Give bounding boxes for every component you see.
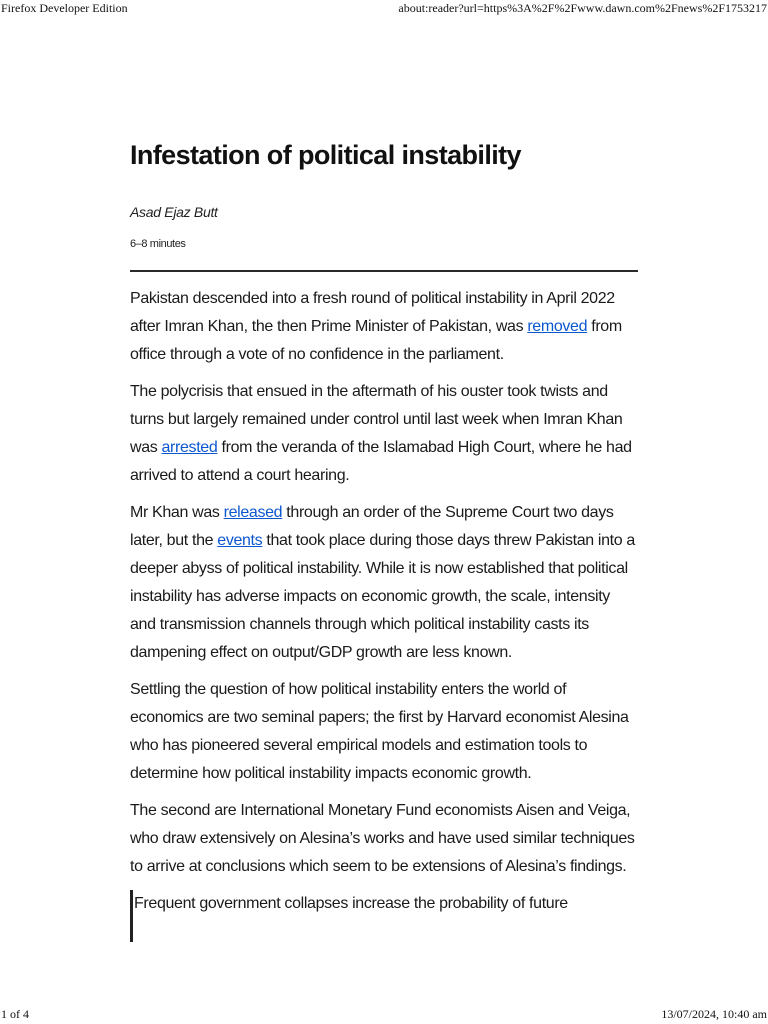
removed-link[interactable]: removed — [527, 318, 588, 335]
page-url: about:reader?url=https%3A%2F%2Fwww.dawn.com%2Fnews%2F1753217 — [398, 1, 767, 15]
article-author: Asad Ejaz Butt — [130, 204, 218, 220]
paragraph-5: The second are International Monetary Fund economists Aisen and Veiga, who draw extensively on Alesina’s works and have used similar techniques to arrive at conclusions which seem to be extensions of Alesina’s findings. — [130, 802, 635, 875]
arrested-link[interactable]: arrested — [161, 439, 218, 456]
paragraph-1-text-a: Pakistan descended into a fresh round of political instability in April 2022 after Imran Khan, the then Prime Minister of Pakistan, was — [130, 290, 615, 335]
paragraph-3-text-a: Mr Khan was — [130, 504, 224, 521]
print-header — [0, 0, 768, 16]
page-number: 1 of 4 — [1, 1007, 29, 1021]
article-body — [130, 285, 638, 942]
paragraph-2 — [130, 378, 638, 490]
paragraph-1 — [130, 285, 638, 369]
article-title: Infestation of political instability — [130, 140, 521, 170]
reader-view-article — [130, 138, 638, 942]
paragraph-3 — [130, 499, 638, 667]
released-link[interactable]: released — [223, 504, 283, 521]
print-timestamp: 13/07/2024, 10:40 am — [661, 1007, 767, 1021]
paragraph-4: Settling the question of how political instability enters the world of economics are two seminal papers; the first by Harvard economist Alesina who has pioneered several empirical models and estimation tools to determine how political instability impacts economic growth. — [130, 681, 629, 782]
header-divider — [130, 270, 638, 272]
paragraph-1-text-b: from office through a vote of no confidence in the parliament. — [130, 318, 622, 363]
paragraph-3-text-c: that took place during those days threw Pakistan into a deeper abyss of political instability. While it is now established that political instability has adverse impacts on economic growth, the scale, intensity and transmission channels through which political instability casts its dampening effect on output/GDP growth are less known. — [130, 532, 635, 661]
paragraph-3-text-b: through an order of the Supreme Court two days later, but the — [130, 504, 614, 549]
app-name: Firefox Developer Edition — [1, 1, 128, 15]
paragraph-2-text-b: from the veranda of the Islamabad High Court, where he had arrived to attend a court hearing. — [130, 439, 632, 484]
print-footer — [0, 1006, 768, 1022]
reading-time: 6–8 minutes — [130, 238, 186, 250]
events-link[interactable]: events — [217, 532, 263, 549]
pull-quote: Frequent government collapses increase the probability of future — [130, 890, 638, 942]
paragraph-2-text-a: The polycrisis that ensued in the aftermath of his ouster took twists and turns but largely remained under control until last week when Imran Khan was — [130, 383, 623, 456]
